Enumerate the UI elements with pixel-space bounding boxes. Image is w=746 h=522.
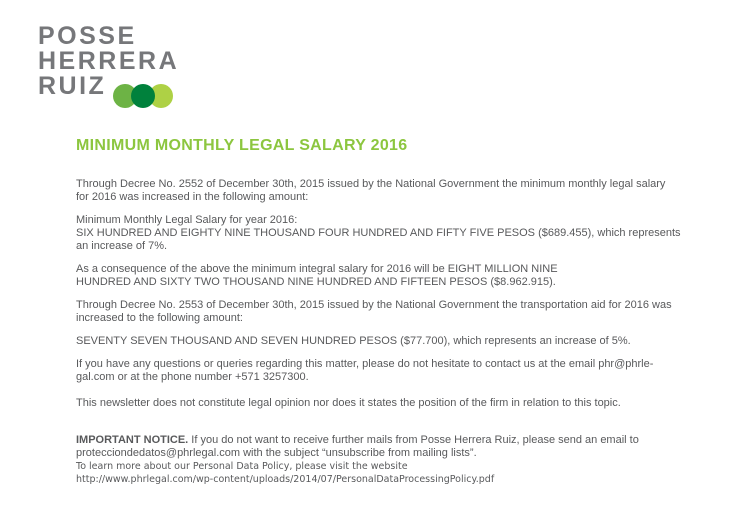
text-line: As a consequence of the above the minimum integral salary for 2016 will be EIGHT MILLION NINE <box>76 263 558 275</box>
text-line: SIX HUNDRED AND EIGHTY NINE THOUSAND FOUR HUNDRED AND FIFTY FIVE PESOS ($689.455), which represents <box>76 227 681 239</box>
logo-line-herrera: HERRERA <box>38 47 180 75</box>
paragraph-integral-salary <box>76 263 716 289</box>
paragraph-contact <box>76 358 716 384</box>
page-title: MINIMUM MONTHLY LEGAL SALARY 2016 <box>76 137 408 154</box>
newsletter-body <box>76 178 716 496</box>
paragraph-decree-2553 <box>76 299 716 325</box>
text-line: for 2016 was increased in the following amount: <box>76 191 309 203</box>
text-line: an increase of 7%. <box>76 240 168 252</box>
notice-line-2: protecciondedatos@phrlegal.com with the subject “unsubscribe from mailing lists”. <box>76 447 477 459</box>
policy-intro-text: To learn more about our Personal Data Policy, please visit the website <box>76 461 408 472</box>
logo-line-ruiz: RUIZ <box>38 72 107 100</box>
text-line: increased to the following amount: <box>76 312 243 324</box>
paragraph-decree-2552 <box>76 178 716 204</box>
text-line: SEVENTY SEVEN THOUSAND AND SEVEN HUNDRED PESOS ($77.700), which represents an increase of 5%. <box>76 335 631 347</box>
logo-circles-icon <box>113 84 173 108</box>
important-notice <box>76 434 716 486</box>
text-line: If you have any questions or queries regarding this matter, please do not hesitate to contact us at the email phr@phrle- <box>76 358 654 370</box>
paragraph-transportation-aid <box>76 335 716 348</box>
logo-dot-dark-green-icon <box>131 84 155 108</box>
notice-label: IMPORTANT NOTICE. <box>76 434 189 446</box>
text-line: gal.com or at the phone number +571 3257300. <box>76 371 309 383</box>
text-line: This newsletter does not constitute legal opinion nor does it states the position of the firm in relation to this topic. <box>76 397 621 409</box>
text-line: Through Decree No. 2552 of December 30th, 2015 issued by the National Government the minimum monthly legal salary <box>76 178 666 190</box>
notice-text: If you do not want to receive further mails from Posse Herrera Ruiz, please send an email to <box>188 434 639 446</box>
paragraph-minimum-salary <box>76 214 716 253</box>
paragraph-disclaimer <box>76 397 716 410</box>
text-line: HUNDRED AND SIXTY TWO THOUSAND NINE HUNDRED AND FIFTEEN PESOS ($8.962.915). <box>76 276 556 288</box>
text-line: Through Decree No. 2553 of December 30th, 2015 issued by the National Government the transportation aid for 2016 was <box>76 299 672 311</box>
text-line: Minimum Monthly Legal Salary for year 2016: <box>76 214 298 226</box>
policy-url-text: http://www.phrlegal.com/wp-content/uploads/2014/07/PersonalDataProcessingPolicy.pdf <box>76 474 495 485</box>
notice-line-1 <box>76 434 716 447</box>
logo-line-posse: POSSE <box>38 22 137 50</box>
